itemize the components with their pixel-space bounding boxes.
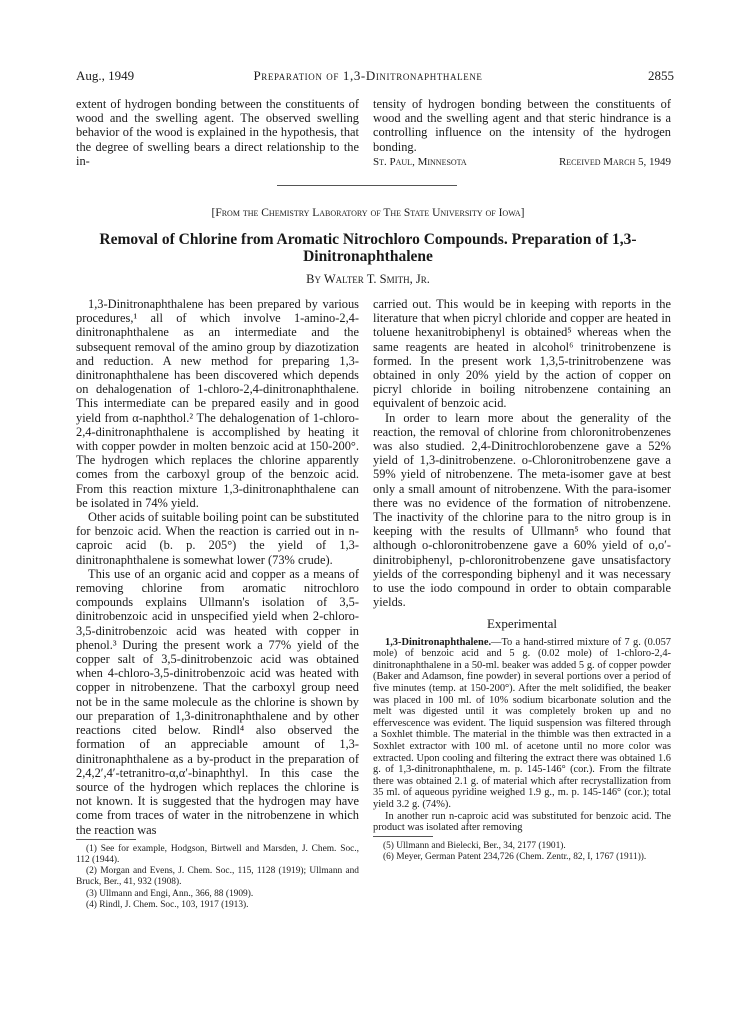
prev-article-place: St. Paul, Minnesota [373,155,467,168]
experimental-section [373,637,671,834]
left-column [76,297,359,911]
paragraph: Other acids of suitable boiling point can be substituted for benzoic acid. When the reaction is carried out in n-caproic acid (b. p. 205°) the yield of 1,3-dinitronaphthalene is somewhat lower (73% crude). [76,510,359,567]
footnote: (2) Morgan and Evens, J. Chem. Soc., 115, 1128 (1919); Ullmann and Bruck, Ber., 41, 932 (1908). [76,866,359,888]
article-byline: By Walter T. Smith, Jr. [306,272,430,286]
paragraph: carried out. This would be in keeping with reports in the literature that when picryl chloride and copper are heated in toluene hexanitrobiphenyl is obtained⁵ whereas when the same reagents are heated in alcohol⁶ trinitrobenzene is formed. In the present work 1,3,5-trinitrobenzene was obtained in only 20% yield by the action of copper on picryl chloride in boiling nitrobenzene containing an equivalent of benzoic acid. [373,297,671,411]
prev-article-signature [373,155,671,169]
prev-article-received: Received March 5, 1949 [558,155,671,168]
footnote: (1) See for example, Hodgson, Birtwell and Marsden, J. Chem. Soc., 112 (1944). [76,843,359,865]
experimental-text: —To a hand-stirred mixture of 7 g. (0.057 mole) of benzoic acid and 5 g. (0.02 mole) of 1-chloro-2,4-dinitronaphthalene in a 50-ml. beaker was added 5 g. of copper powder (Baker and Adamson, fine powder) in several portions over a period of five minutes (temp. at 150-200°). After the melt solidified, the beaker was placed in 100 ml. of 10% sodium bicarbonate solution and the melt was digested until it was completely broken up and no effervescence was evident. The liquid suspension was filtered through a Soxhlet thimble. The material in the thimble was then extracted in a Soxhlet extractor with 100 ml. of acetone until no more color was extracted. Upon cooling and filtering the extract there was obtained 1.6 g. of 1,3-dinitronaphthalene, m. p. 145-146° (cor.). From the filtrate there was obtained 2.1 g. of material which after recrystallization from 35 ml. of aqueous pyridine weighed 1.9 g., m. p. 145-146° (cor.); total yield 3.2 g. (74%). [373,636,671,810]
article-source: [From the Chemistry Laboratory of The State University of Iowa] [211,207,525,219]
prev-article-right [373,97,671,169]
running-title: Preparation of 1,3-Dinitronaphthalene [253,68,483,83]
header-date: Aug., 1949 [76,68,135,83]
prev-article-left [76,97,359,168]
prev-article-right-text: tensity of hydrogen bonding between the constituents of wood and the swelling agent and that steric hindrance is a controlling influence on the intensity of the hydrogen bonding. [373,97,671,154]
paragraph [373,637,671,811]
run-in-heading: 1,3-Dinitronaphthalene. [385,636,492,648]
footnote-rule [76,839,136,840]
section-heading-experimental: Experimental [486,616,558,632]
footnote: (4) Rindl, J. Chem. Soc., 103, 1917 (1913). [86,899,249,910]
right-column [373,297,671,863]
paragraph: This use of an organic acid and copper as a means of removing chlorine from aromatic nitrochloro compounds explains Ullmann's isolation of 3,5-dinitrobenzoic acid in unspecified yield when 2-chloro-3,5-dinitrobenzoic acid was heated with copper in phenol.³ During the present work a 77% yield of the copper salt of 3,5-dinitrobenzoic acid was obtained when 4-chloro-3,5-dinitrobenzoic acid was heated with copper in nitrobenzene. That the carboxyl group need not be in the same molecule as the chlorine is shown by our preparation of 1,3-dinitronaphthalene and by other reactions cited below. Rindl⁴ also observed the formation of an appreciable amount of 1,3-dinitronaphthalene as a by-product in the preparation of 2,4,2′,4′-tetranitro-α,α′-binaphthyl. In this case the source of the hydrogen which replaces the chlorine is not known. It is suggested that the hydrogen may have come from traces of water in the nitrobenzene in which the reaction was [76,566,359,837]
separator-rule [277,185,457,186]
paragraph: 1,3-Dinitronaphthalene has been prepared by various procedures,¹ all of which involve 1-amino-2,4-dinitronaphthalene as an intermediate and the subsequent removal of the amino group by diazotization and reduction. A new method for preparing 1,3-dinitronaphthalene has been discovered which depends on dehalogenation of 1-chloro-2,4-dinitronaphthalene. This intermediate can be prepared easily and in good yield from α-naphthol.² The dehalogenation of 1-chloro-2,4-dinitronaphthalene is accomplished by heating it with copper powder in molten benzoic acid at 150-200°. The hydrogen which replaces the chlorine apparently comes from the carboxyl group of the benzoic acid. From this reaction mixture 1,3-dinitronaphthalene can be isolated in 74% yield. [76,297,359,510]
footnote: (3) Ullmann and Engi, Ann., 366, 88 (1909). [86,888,254,899]
article-title: Removal of Chlorine from Aromatic Nitrochloro Compounds. Preparation of 1,3-Dinitronaphthalene [99,231,637,265]
footnote: (6) Meyer, German Patent 234,726 (Chem. Zentr., 82, I, 1767 (1911)). [383,851,647,862]
footnotes-left [76,844,359,911]
paragraph: In order to learn more about the generality of the reaction, the removal of chlorine from chloronitrobenzenes was also studied. 2,4-Dinitrochlorobenzene gave a 52% yield of 1,3-dinitrobenzene. o-Chloronitrobenzene gave a 59% yield of nitrobenzene. The meta-isomer gave at best only a small amount of nitrobenzene. With the para-isomer there was no evidence of the formation of nitrobenzene. The inactivity of the chlorine para to the nitro group is in keeping with the results of Ullmann⁵ who found that although o-chloronitrobenzene gave a 60% yield of o,o′-dinitrobiphenyl, p-chloronitrobenzene gave unsatisfactory yields of the corresponding biphenyl and it was necessary to use the iodo compound in order to obtain comparable yields. [373,410,671,610]
page-number: 2855 [648,68,674,83]
footnote: (5) Ullmann and Bielecki, Ber., 34, 2177 (1901). [383,840,566,851]
footnote-rule [373,836,433,837]
paragraph: In another run n-caproic acid was substituted for benzoic acid. The product was isolated after removing [373,810,671,834]
footnotes-right [373,841,671,863]
prev-article-left-text: extent of hydrogen bonding between the constituents of wood and the swelling agent. The observed swelling behavior of the wood is explained in the hypothesis, that the degree of swelling bears a direct relationship to the in- [76,97,359,168]
